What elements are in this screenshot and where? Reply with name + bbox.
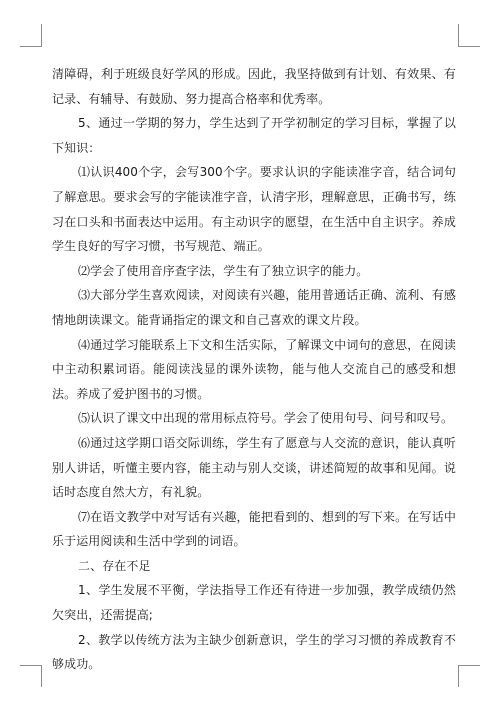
paragraph-learning-goals: 5、通过一学期的努力，学生达到了开学初制定的学习目标，掌握了以下知识： — [52, 116, 456, 155]
paragraph-item-2-dictionary: ⑵学会了使用音序查字法，学生有了独立识字的能力。 — [78, 263, 369, 278]
paragraph-shortcoming-2: 2、教学以传统方法为主缺少创新意识，学生的学习习惯的养成教育不够成功。 — [52, 632, 456, 672]
crop-mark-bottom-left-vertical — [41, 665, 42, 687]
paragraph-continuation: 清障碍，利于班级良好学风的形成。因此，我坚持做到有计划、有效果、有记录、有辅导、有鼓励、努力提高合格率和优秀率。 — [52, 67, 456, 106]
paragraph-shortcoming-1: 1、学生发展不平衡，学法指导工作还有待进一步加强，教学成绩仍然欠突出，还需提高; — [52, 583, 456, 623]
crop-mark-top-right-horizontal — [458, 46, 480, 47]
crop-mark-top-right-vertical — [458, 24, 459, 46]
crop-mark-bottom-right-vertical — [458, 665, 459, 687]
paragraph-item-6-oral: ⑹通过这学期口语交际训练，学生有了愿意与人交流的意识，能认真听别人讲话，听懂主要内容，能主动与别人交谈，讲述简短的故事和见闻。说话时态度自然大方，有礼貌。 — [52, 435, 456, 500]
paragraph-item-7-writing: ⑺在语文教学中对写话有兴趣，能把看到的、想到的写下来。在写话中乐于运用阅读和生活中学到的词语。 — [52, 509, 456, 549]
crop-mark-top-left-vertical — [41, 24, 42, 46]
paragraph-item-5-punctuation: ⑸认识了课文中出现的常用标点符号。学会了使用句号、问号和叹号。 — [78, 411, 454, 426]
crop-mark-bottom-left-horizontal — [20, 665, 42, 666]
paragraph-item-4-comprehension: ⑷通过学习能联系上下文和生活实际，了解课文中词句的意思，在阅读中主动积累词语。能阅读浅显的课外读物，能与他人交流自己的感受和想法。养成了爱护图书的习惯。 — [52, 337, 456, 401]
crop-mark-bottom-right-horizontal — [458, 665, 480, 666]
crop-mark-top-left-horizontal — [20, 46, 42, 47]
paragraph-item-3-reading: ⑶大部分学生喜欢阅读，对阅读有兴趣，能用普通话正确、流利、有感情地朗读课文。能背诵指定的课文和自己喜欢的课文片段。 — [52, 288, 456, 327]
paragraph-item-1-literacy: ⑴认识400个字，会写300个字。要求认识的字能读准字音，结合词句了解意思。要求会写的字能读准字音，认清字形，理解意思，正确书写，练习在口头和书面表达中运用。有主动识字的愿望，在生活中自主识字。养成学生良好的写字习惯，书写规范、端正。 — [52, 165, 456, 254]
section-heading-shortcomings: 二、存在不足 — [78, 558, 151, 573]
document-body — [52, 62, 456, 677]
